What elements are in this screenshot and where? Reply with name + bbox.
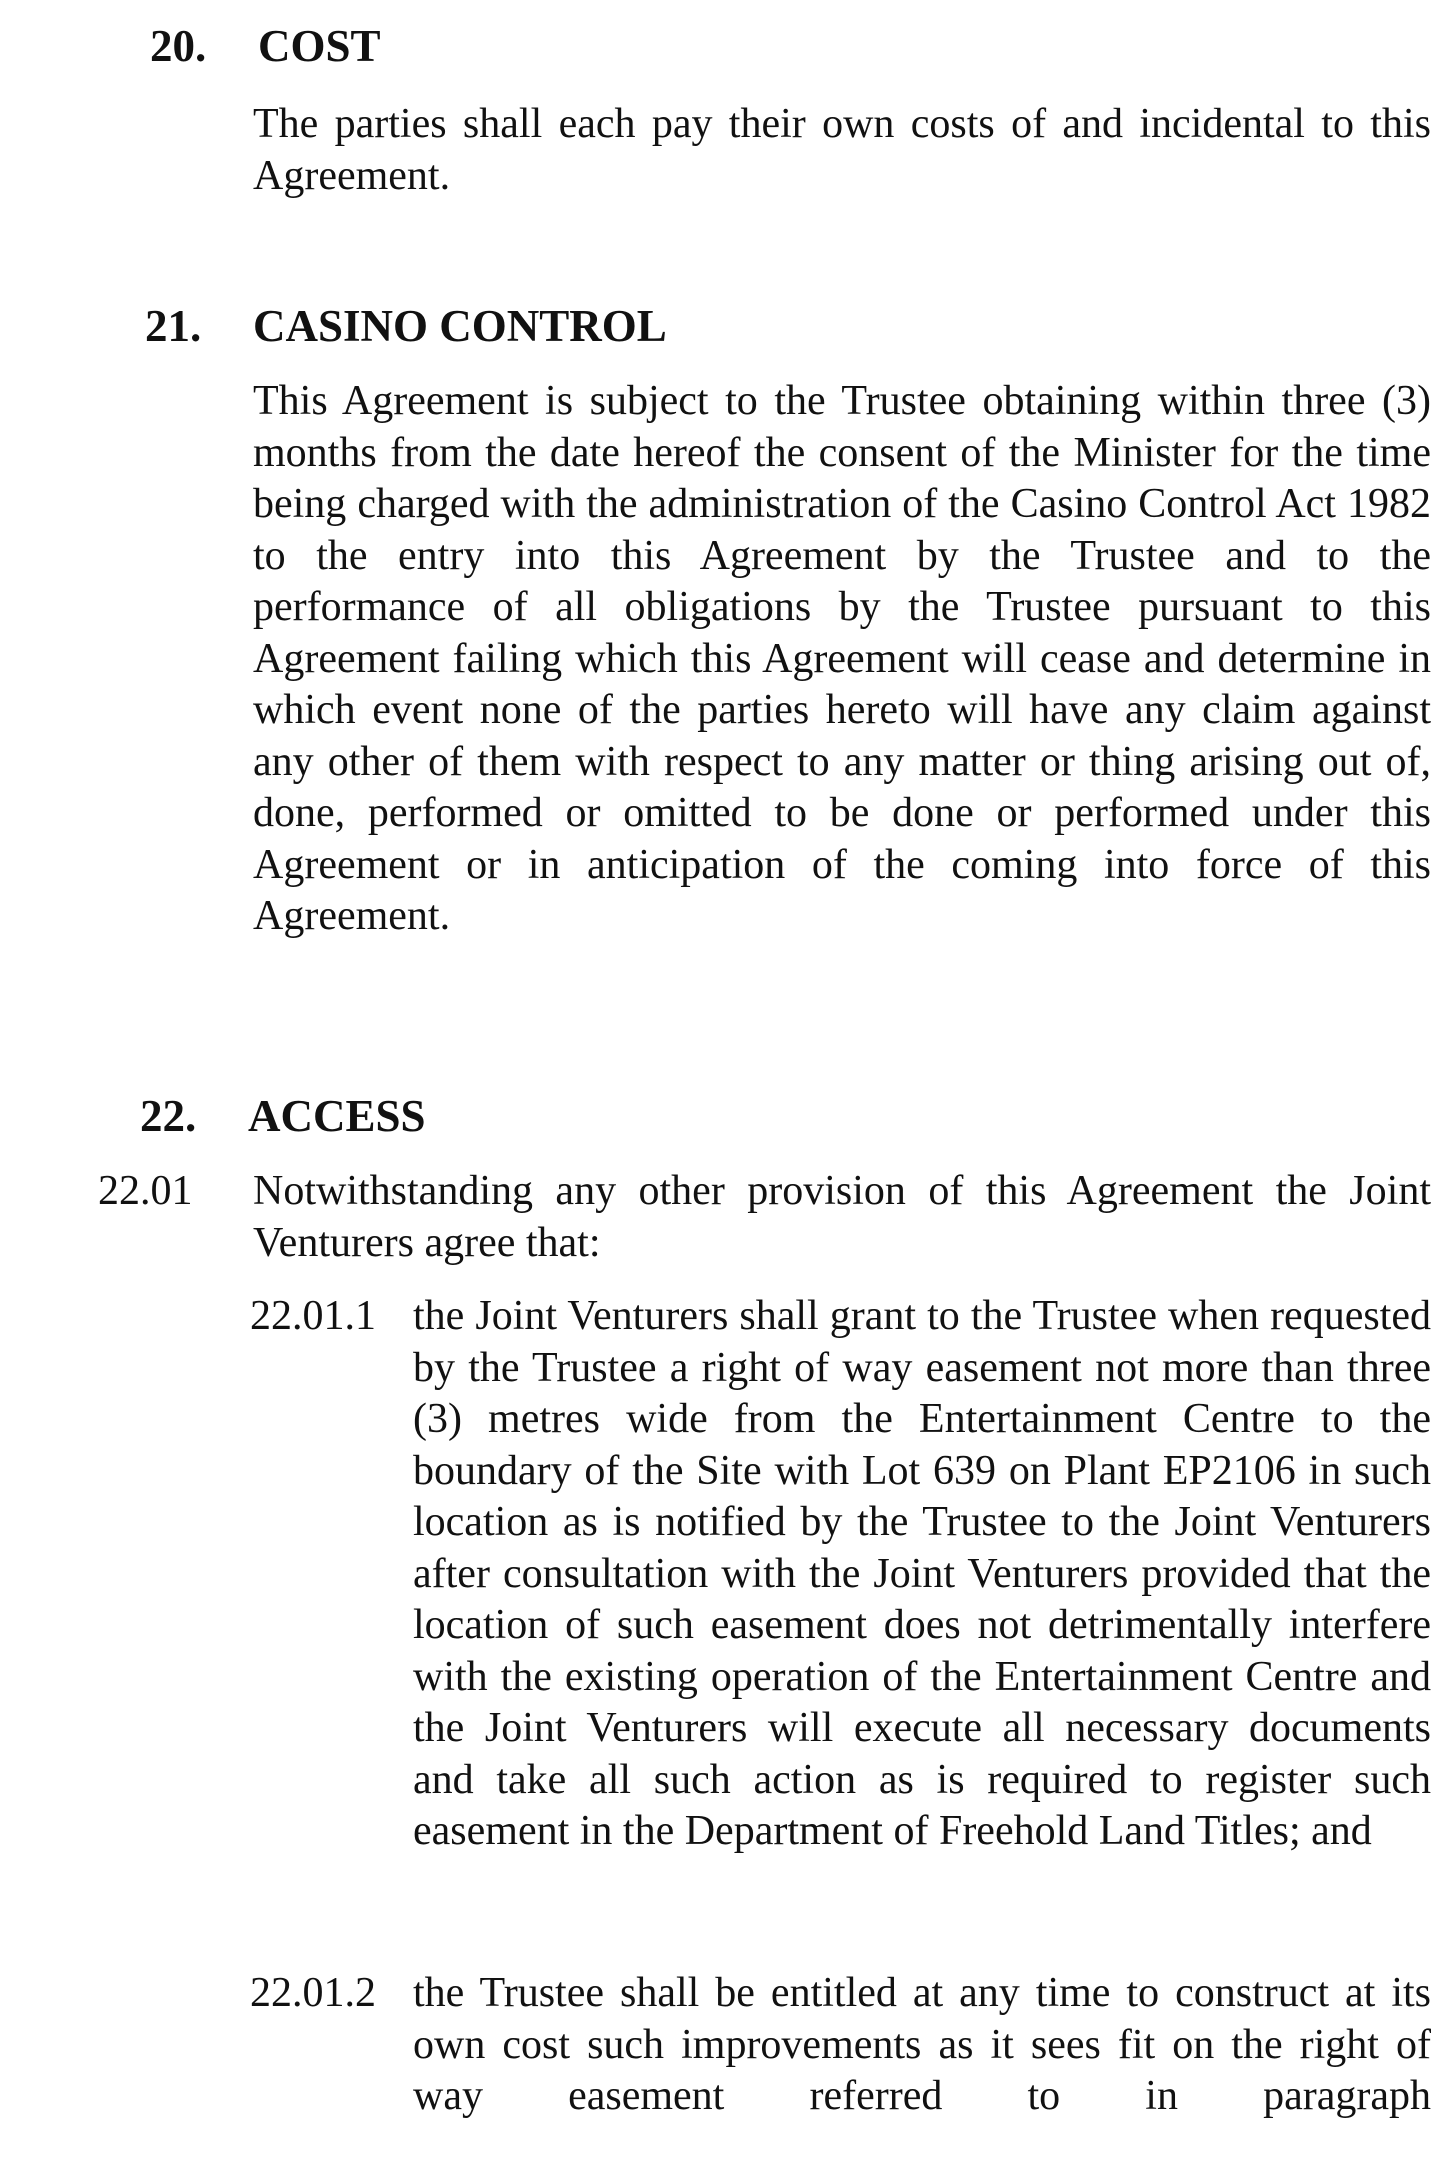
subclause-number: 22.01.2 — [250, 1970, 376, 2016]
section-title: ACCESS — [248, 1091, 426, 1141]
section-number: 22. — [140, 1091, 197, 1141]
subclause-text: the Trustee shall be entitled at any time to construct at its own cost such improvements as it sees fit on the right of way easement referred to in paragraph — [413, 1970, 1431, 2119]
subclause-text: the Joint Venturers shall grant to the Trustee when requested by the Trustee a right of way easement not more than three (3) metres wide from the Entertainment Centre to the boundary of the Site with Lot 639 on Plant EP2106 in such location as is notified by the Trustee to the Joint Venturers after consultation with the Joint Venturers provided that the location of such easement does not detrimentally interfere with the existing operation of the Entertainment Centre and the Joint Venturers will execute all necessary documents and take all such action as is required to register such easement in the Department of Freehold Land Titles; and — [413, 1293, 1431, 1854]
clause-text: Notwithstanding any other provision of this Agreement the Joint Venturers agree that: — [253, 1168, 1431, 1266]
section-21-body: This Agreement is subject to the Trustee obtaining within three (3) months from the date hereof the consent of the Minister for the time being charged with the administration of the Casino Control Act 1982 to the entry into this Agreement by the Trustee and to the performance of all obligations by the Trustee pursuant to this Agreement failing which this Agreement will cease and determine in which event none of the parties hereto will have any claim against any other of them with respect to any matter or thing arising out of, done, performed or omitted to be done or performed under this Agreement or in anticipation of the coming into force of this Agreement. — [253, 378, 1431, 939]
section-20-body: The parties shall each pay their own costs of and incidental to this Agreement. — [253, 101, 1431, 199]
section-number: 20. — [150, 21, 207, 71]
clause-number: 22.01 — [98, 1168, 193, 1214]
section-title: CASINO CONTROL — [253, 301, 667, 351]
subclause-number: 22.01.1 — [250, 1293, 376, 1339]
section-number: 21. — [145, 301, 202, 351]
section-title: COST — [258, 21, 381, 71]
